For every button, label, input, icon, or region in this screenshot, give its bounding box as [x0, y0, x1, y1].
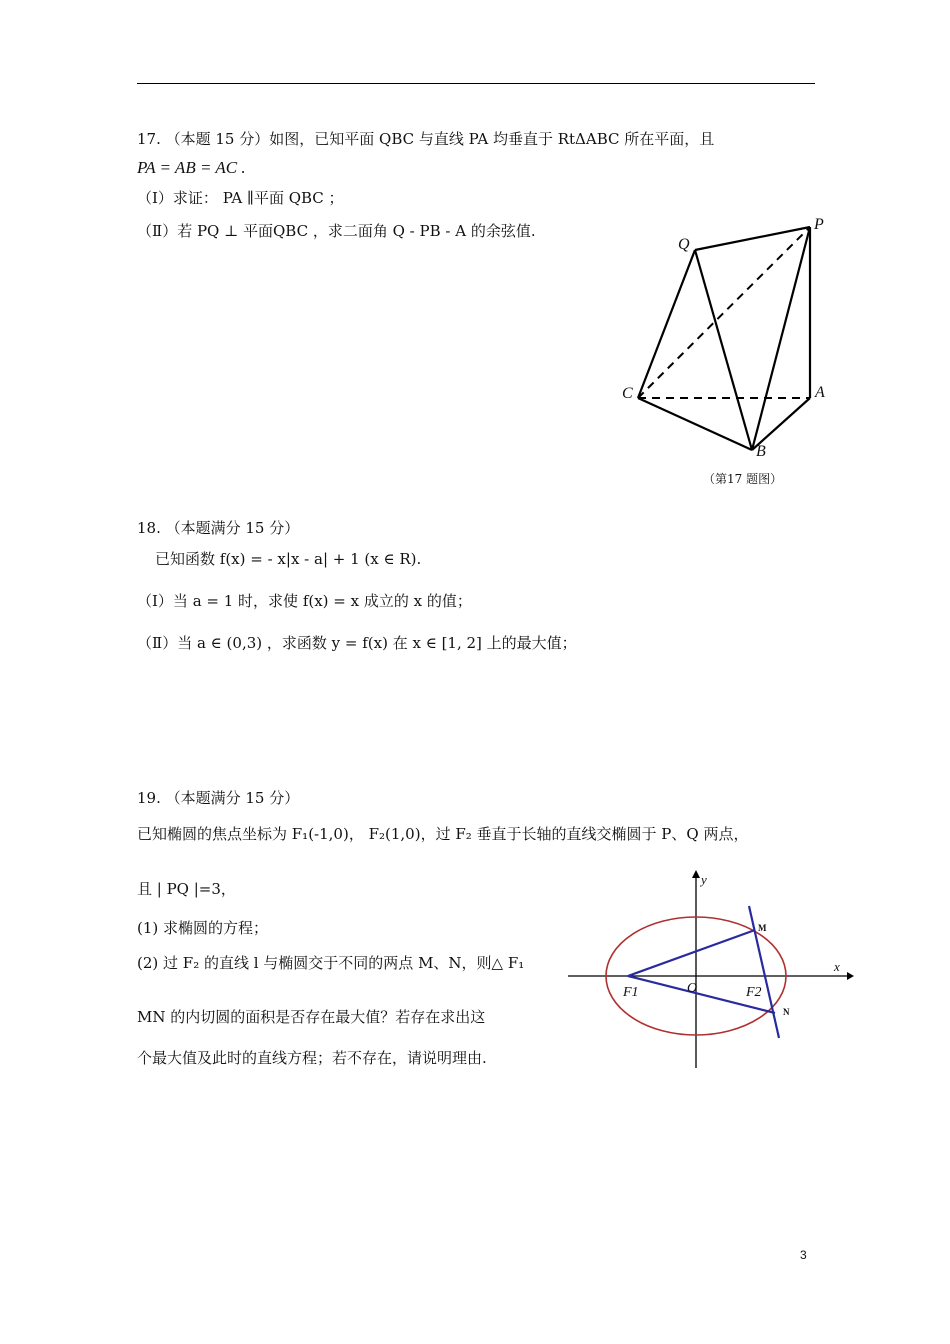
q17-condition: PA = AB = AC .	[137, 158, 246, 177]
label-Q: Q	[678, 236, 690, 253]
page-number: 3	[800, 1248, 807, 1262]
segment-F1M	[628, 930, 755, 976]
y-axis-arrow-icon	[692, 870, 700, 878]
q17-part2: （Ⅱ）若 PQ ⊥ 平面QBC ，求二面角 Q - PB - A 的余弦值.	[137, 222, 536, 240]
label-F2: F2	[746, 985, 762, 1000]
q19-line2: 且 | PQ |=3，	[137, 880, 236, 898]
q17-figure-caption: （第17 题图）	[703, 472, 783, 486]
edge-CB	[638, 398, 752, 450]
label-y: y	[701, 872, 707, 887]
q18-part2: （Ⅱ）当 a ∈ (0,3) ，求函数 y = f(x) 在 x ∈ [1, 2] 上的最大值；	[137, 634, 577, 652]
q19-part2b: MN 的内切圆的面积是否存在最大值？若存在求出这	[137, 1008, 486, 1026]
edge-QC	[638, 250, 695, 398]
edge-CP-dashed	[638, 227, 810, 398]
label-A: A	[815, 384, 825, 401]
q18-function: 已知函数 f(x) = - x|x - a| + 1 (x ∈ R).	[155, 550, 422, 568]
label-F1: F1	[623, 985, 639, 1000]
q18-title: 18. （本题满分 15 分）	[137, 519, 300, 537]
q18-part1: （Ⅰ）当 a = 1 时，求使 f(x) = x 成立的 x 的值；	[137, 592, 472, 610]
q17-figure	[600, 205, 840, 465]
q19-figure	[565, 868, 855, 1073]
label-N: N	[783, 1007, 790, 1017]
q19-part2c: 个最大值及此时的直线方程；若不存在，请说明理由.	[137, 1049, 487, 1067]
label-M: M	[758, 923, 767, 933]
q19-title: 19. （本题满分 15 分）	[137, 789, 300, 807]
label-x: x	[834, 959, 840, 974]
edge-QP	[695, 227, 810, 250]
x-axis-arrow-icon	[847, 972, 854, 980]
label-P: P	[814, 216, 824, 233]
q17-intro: 17. （本题 15 分）如图，已知平面 QBC 与直线 PA 均垂直于 RtΔABC 所在平面，且	[137, 130, 715, 148]
q19-line1: 已知椭圆的焦点坐标为 F₁(-1,0)， F₂(1,0)，过 F₂ 垂直于长轴的直线交椭圆于 P、Q 两点，	[137, 825, 749, 843]
edge-PB	[752, 227, 810, 450]
label-O: O	[687, 981, 698, 996]
q17-part1: （Ⅰ）求证： PA ∥平面 QBC ；	[137, 189, 344, 207]
edge-QB	[695, 250, 752, 450]
q19-part2a: (2) 过 F₂ 的直线 l 与椭圆交于不同的两点 M、N，则△ F₁	[137, 954, 525, 972]
q19-part1: (1) 求椭圆的方程；	[137, 919, 269, 937]
header-rule	[137, 83, 815, 84]
label-C: C	[622, 385, 633, 402]
label-B: B	[756, 443, 766, 460]
